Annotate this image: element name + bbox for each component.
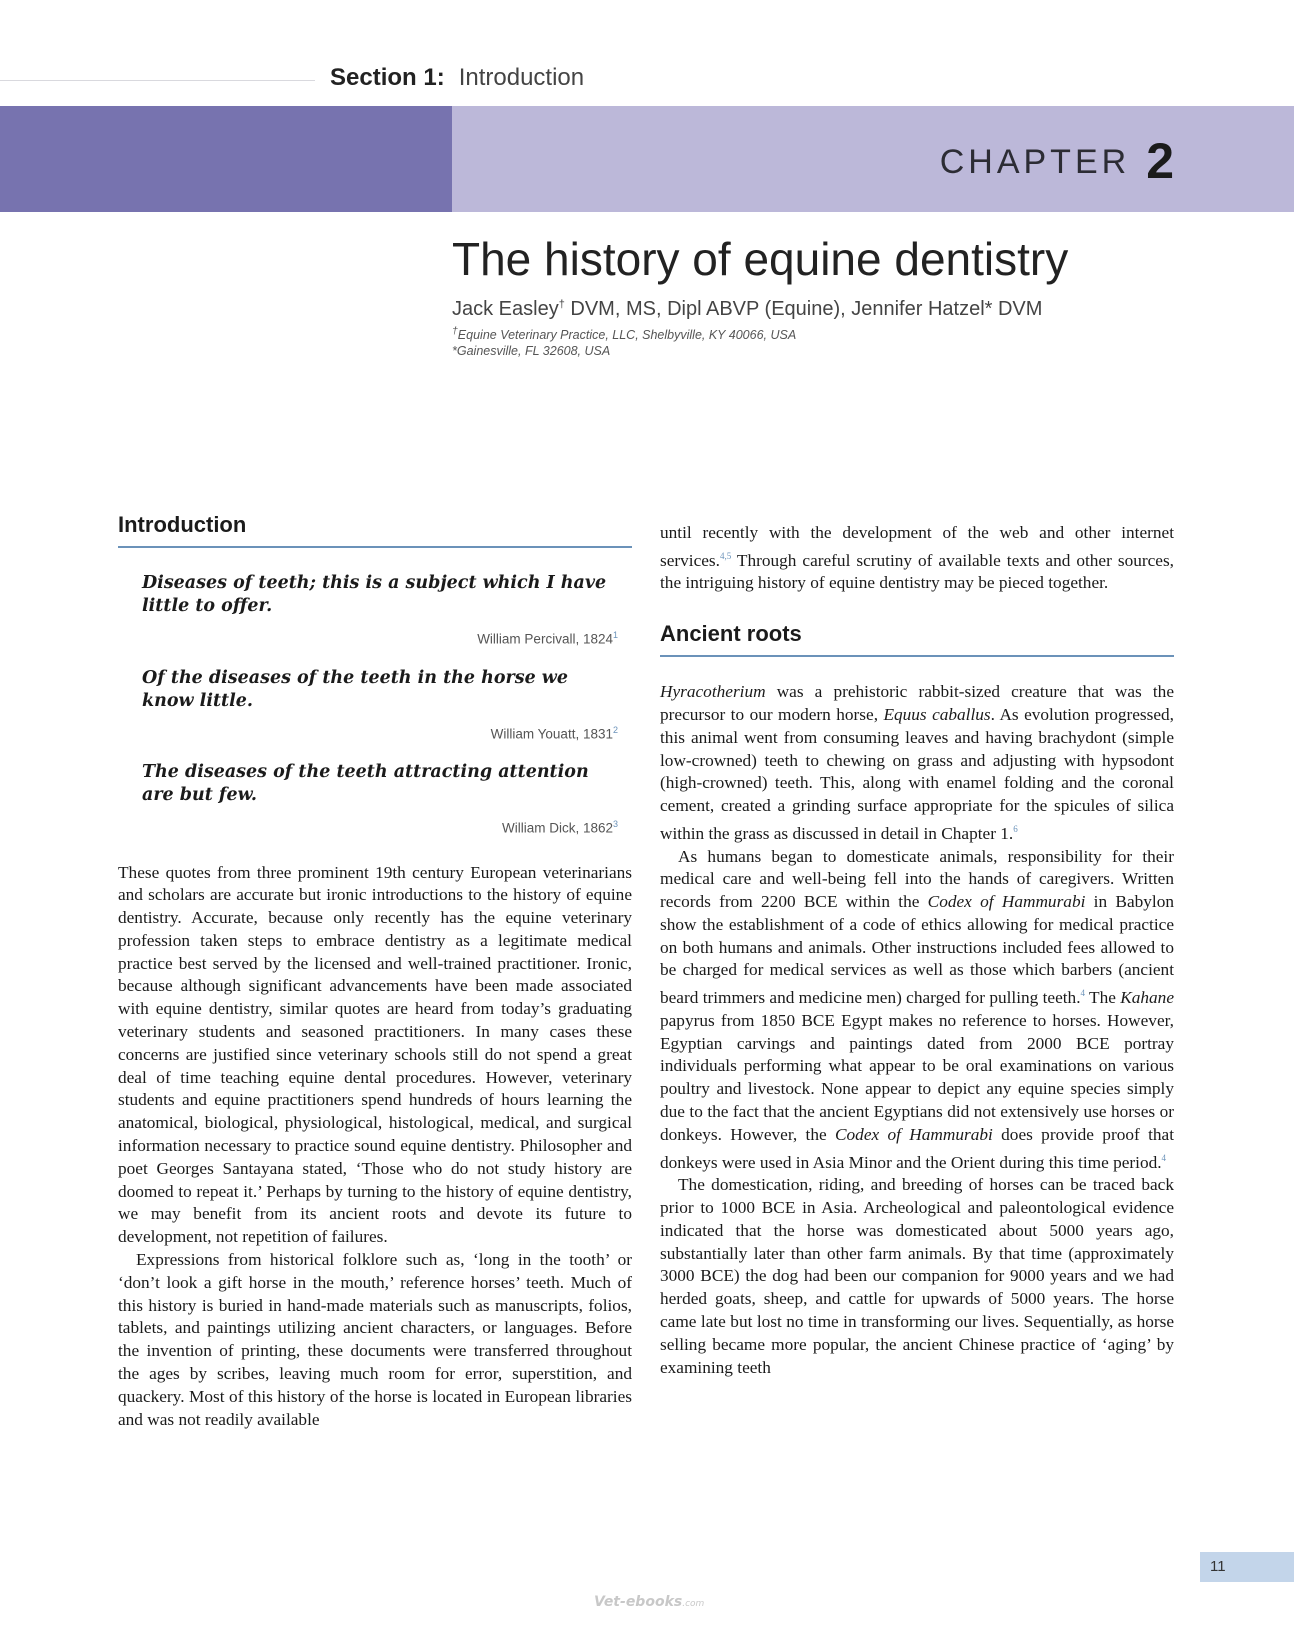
affiliation-2: *Gainesville, FL 32608, USA bbox=[452, 344, 611, 358]
body-paragraph: As humans began to domesticate animals, responsibility for their medical care and well-being fell into the hands of caregivers. Written records from 2200 BCE within the Codex of Hammurabi in Babylon show the establishment of a code of ethics allowing for medical practice on both humans and animals. Other instructions included fees allowed to be charged for medical services as well as those which barbers (ancient beard trimmers and medicine men) charged for pulling teeth.$^4$ The Kahane papyrus from 1850 BCE Egypt makes no reference to horses. However, Egyptian carvings and paintings dated from 2000 BCE portray individuals performing what appear to be oral examinations on various poultry and livestock. None appear to depict any equine species simply due to the fact that the ancient Egyptians did not extensively use horses or donkeys. However, the Codex of Hammurabi does provide proof that donkeys were used in Asia Minor and the Orient during this time period.$^4$ bbox=[660, 846, 1174, 1172]
chapter-number: 2 bbox=[1146, 133, 1174, 189]
chapter-label bbox=[940, 132, 1174, 190]
body-paragraph: Expressions from historical folklore such as, ‘long in the tooth’ or ‘don’t look a gift horse in the mouth,’ reference horses’ teeth. Much of this history is buried in hand-made materials such as manuscripts, folios, tablets, and paintings utilizing ancient characters, or languages. Before the invention of printing, these documents were transferred throughout the ages by scribes, leaving much room for error, superstition, and quackery. Most of this history of the horse is located in European libraries and was not readily available bbox=[118, 1250, 632, 1429]
epigraph-quote: Of the diseases of the teeth in the horse we know little. bbox=[142, 667, 569, 711]
epigraph-attribution: William Dick, 1862$^3$ bbox=[501, 819, 618, 836]
author-line bbox=[452, 298, 1042, 321]
body-paragraph: These quotes from three prominent 19th century European veterinarians and scholars are accurate but ironic introductions to the history of equine dentistry. Accurate, because only recently has the equine veterinary profession taken steps to embrace dentistry as a legitimate medical practice best served by the licensed and well-trained practitioner. Ironic, because although significant advancements have been made associated with equine dentistry, similar quotes are heard from today’s graduating veterinary students and seasoned practitioners. In many cases these concerns are justified since veterinary schools still do not spend a great deal of time teaching equine dental procedures. However, veterinary students and equine practitioners spend hundreds of hours learning the anatomical, biological, physiological, histological, medical, and surgical information necessary to practice sound equine dentistry. Philosopher and poet Georges Santayana stated, ‘Those who do not study history are doomed to repeat it.’ Perhaps by turning to the history of equine dentistry, we may benefit from its ancient roots and devote its future to development, not repetition of failures. bbox=[118, 862, 632, 1247]
author-mark: † bbox=[558, 298, 565, 311]
body-paragraph: The domestication, riding, and breeding of horses can be traced back prior to 1000 BCE in Asia. Archeological and paleontological evidence indicated that the horse was domesticated about 5000 years ago, substantially later than other farm animals. By that time (approximately 3000 BCE) the dog had been our companion for 9000 years and we had herded goats, sheep, and cattle for upwards of 5000 years. The horse came late but lost no time in transforming our lives. Sequentially, as horse selling became more popular, the ancient Chinese practice of ‘aging’ by examining teeth bbox=[660, 1175, 1174, 1377]
continuation-paragraph: until recently with the development of the web and other internet services.$^{4,5}$ Through careful scrutiny of available texts and other sources, the intriguing history of equine dentistry may be pieced together. bbox=[660, 523, 1174, 593]
page-number: 11 bbox=[1200, 1552, 1294, 1582]
chapter-word: CHAPTER bbox=[939, 143, 1131, 181]
epigraph-quote: Diseases of teeth; this is a subject which I have little to offer. bbox=[142, 573, 607, 616]
epigraph-quote: The diseases of the teeth attracting attention are but few. bbox=[142, 762, 589, 805]
chapter-title: The history of equine dentistry bbox=[452, 233, 1069, 285]
header-rule bbox=[0, 80, 315, 81]
section-number: Section 1: bbox=[330, 64, 445, 91]
chapter-band-dark bbox=[0, 106, 452, 212]
affiliation-1 bbox=[452, 326, 796, 342]
affiliation-1-text: Equine Veterinary Practice, LLC, Shelbyville, KY 40066, USA bbox=[457, 328, 797, 343]
author-name: Jack Easley bbox=[452, 298, 559, 320]
section-name: Introduction bbox=[458, 64, 585, 91]
introduction-heading: Introduction bbox=[118, 512, 632, 548]
affiliation-mark: † bbox=[452, 326, 458, 337]
left-column bbox=[118, 512, 632, 1431]
body-paragraph: Hyracotherium was a prehistoric rabbit-sized creature that was the precursor to our modern horse, Equus caballus. As evolution progressed, this animal went from consuming leaves and having brachydont (simple low-crowned) teeth to chewing on grass and adjusting with hypsodont (high-crowned) teeth. This, along with enamel folding and the coronal cement, created a grinding surface appropriate for the spicules of silica within the grass as discussed in detail in Chapter 1.$^6$ bbox=[660, 682, 1174, 843]
right-column bbox=[660, 522, 1174, 1379]
ancient-roots-heading: Ancient roots bbox=[660, 621, 1174, 657]
epigraph-attribution: William Percivall, 1824$^1$ bbox=[477, 630, 618, 647]
author-credentials: DVM, MS, Dipl ABVP (Equine), Jennifer Hatzel* DVM bbox=[564, 298, 1043, 320]
epigraph-attribution: William Youatt, 1831$^2$ bbox=[490, 724, 618, 741]
watermark: Vet-ebooks.com bbox=[594, 1594, 705, 1610]
section-label bbox=[330, 64, 584, 92]
